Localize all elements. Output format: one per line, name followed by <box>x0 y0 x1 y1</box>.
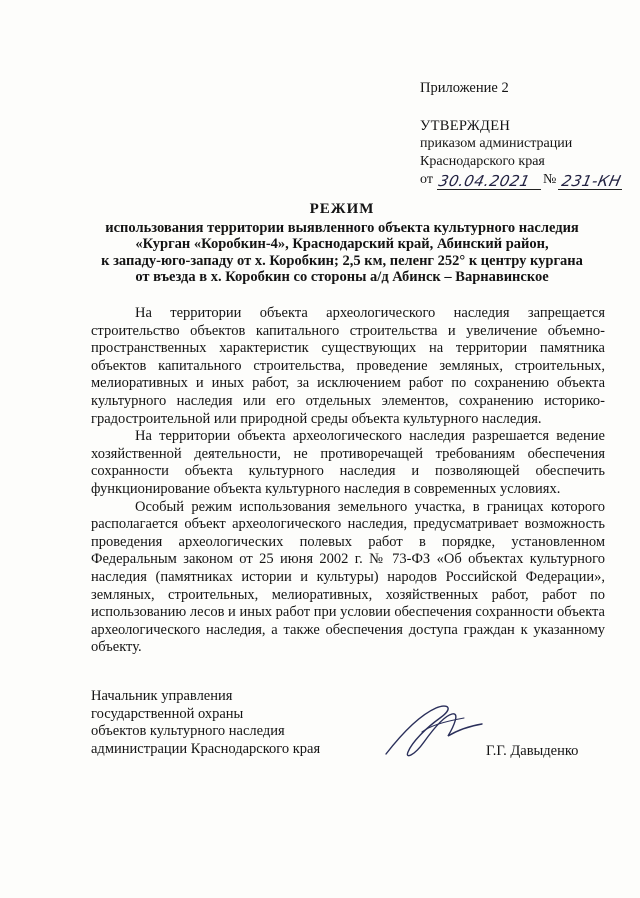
appendix-label: Приложение 2 <box>420 80 509 96</box>
signer-position-line-3: объектов культурного наследия <box>91 723 285 739</box>
signer-position <box>91 688 320 758</box>
approved-title: УТВЕРЖДЕН <box>420 118 511 134</box>
paragraph-permissions: На территории объекта археологического наследия разрешается ведение хозяйственной деятельности, не противоречащей требованиям обеспечения сохранности объекта культурного наследия и позволяющей обеспечить функционирование объекта культурного наследия в современных условиях. <box>91 428 605 497</box>
handwritten-signature <box>378 696 488 766</box>
date-prefix: от <box>420 172 433 187</box>
handwritten-date: 30.04.2021 <box>437 172 532 190</box>
approval-date-number-line <box>420 171 623 191</box>
heading-line-3: к западу-юго-западу от х. Коробкин; 2,5 км, пеленг 252° к центру кургана <box>101 252 583 269</box>
approval-line-1: приказом администрации <box>420 136 573 151</box>
approval-line-2: Краснодарского края <box>420 154 545 169</box>
document-heading <box>82 201 602 286</box>
signer-name: Г.Г. Давыденко <box>486 743 579 759</box>
signer-position-line-2: государственной охраны <box>91 705 244 722</box>
heading-line-2: «Курган «Коробкин-4», Краснодарский край, Абинский район, <box>135 236 549 252</box>
approval-stamp <box>420 117 623 191</box>
paragraph-prohibitions: На территории объекта археологического наследия запрещается строительство объектов капитального строительства и увеличение объемно-пространственных характеристик существующих на территории памятника объектов капитального строительства, проведение земляных, строительных, мелиоративных и иных работ, за исключением работ по сохранению объекта культурного наследия или его отдельных элементов, сохранению историко-градостроительной или природной среды объекта культурного наследия. <box>91 305 605 427</box>
handwritten-number: 231-КН <box>560 172 623 190</box>
paragraph-special-regime: Особый режим использования земельного участка, в границах которого располагается объект археологического наследия, предусматривает возможность проведения археологических полевых работ в порядке, установленном Федеральным законом от 25 июня 2002 г. № 73-ФЗ «Об объектах культурного наследия (памятниках истории и культуры) народов Российской Федерации», земляных, строительных, мелиоративных, хозяйственных работ, работ по использованию лесов и иных работ при условии обеспечения сохранности объекта археологического наследия, а также обеспечения доступа граждан к указанному объекту. <box>91 498 605 656</box>
document-body <box>91 305 605 657</box>
heading-line-4: от въезда в х. Коробкин со стороны а/д Абинск – Варнавинское <box>135 269 549 285</box>
signer-position-line-1: Начальник управления <box>91 688 233 704</box>
signer-position-line-4: администрации Краснодарского края <box>91 740 321 757</box>
heading-line-1: использования территории выявленного объекта культурного наследия <box>105 219 579 236</box>
heading-title: РЕЖИМ <box>309 201 375 217</box>
number-prefix: № <box>543 172 557 187</box>
